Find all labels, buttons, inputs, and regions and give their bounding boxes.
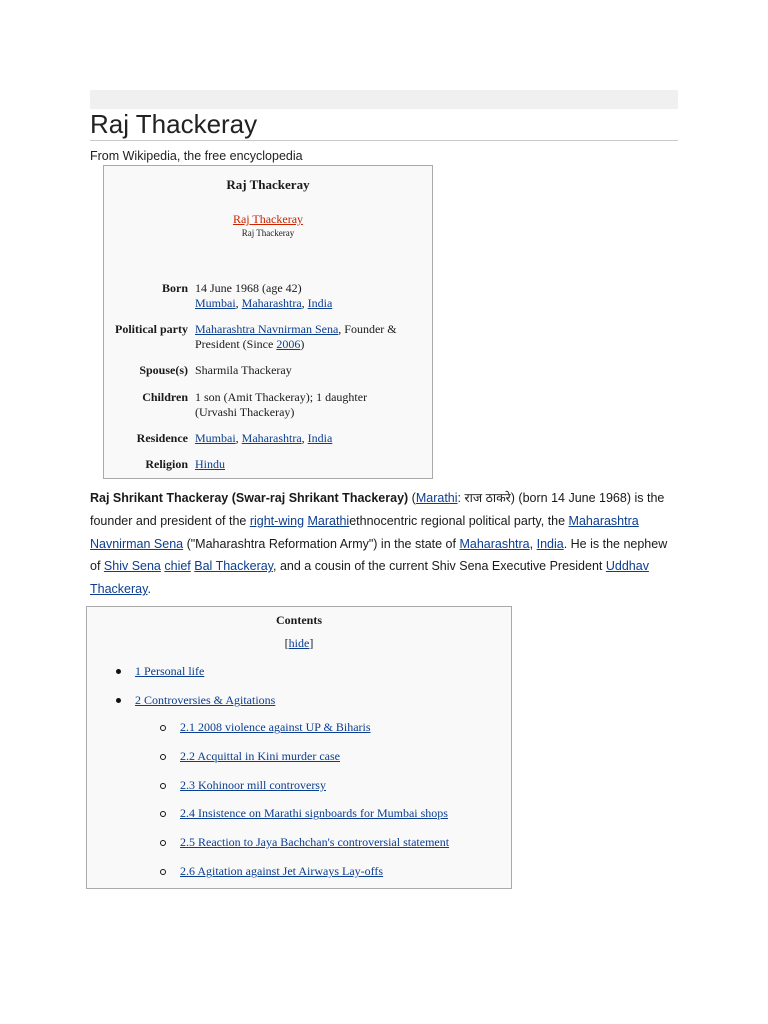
top-bar xyxy=(90,90,678,109)
spouse-value: Sharmila Thackeray xyxy=(195,363,292,377)
bracket-open: [ xyxy=(284,636,289,650)
shiv-sena-link[interactable]: Shiv Sena xyxy=(103,559,161,574)
toc-item-2[interactable]: 2 Controversies & Agitations xyxy=(135,693,276,707)
right-wing-link[interactable]: right-wing xyxy=(249,513,305,528)
toc-item-2-3[interactable]: 2.3 Kohinoor mill controversy xyxy=(180,778,326,792)
circle-bullet-icon xyxy=(160,725,166,731)
residence-mumbai-link[interactable]: Mumbai xyxy=(195,431,236,445)
toc-item-1[interactable]: 1 Personal life xyxy=(135,664,205,678)
bullet-icon xyxy=(116,669,121,674)
party-link[interactable]: Maharashtra Navnirman Sena xyxy=(195,322,339,336)
title-divider xyxy=(90,140,678,141)
mns-link[interactable]: Maharashtra Navnirman Sena xyxy=(90,513,639,551)
toc-item-2-5[interactable]: 2.5 Reaction to Jaya Bachchan's controversial statement xyxy=(180,835,450,849)
born-mumbai-link[interactable]: Mumbai xyxy=(195,296,236,310)
toc-title: Contents xyxy=(275,613,322,627)
infobox xyxy=(103,165,433,479)
page-title: Raj Thackeray xyxy=(90,109,258,139)
party-year-link[interactable]: 2006 xyxy=(276,337,301,351)
circle-bullet-icon xyxy=(160,840,166,846)
page-tagline: From Wikipedia, the free encyclopedia xyxy=(90,149,303,163)
infobox-image-caption: Raj Thackeray xyxy=(241,228,295,238)
maharashtra-link[interactable]: Maharashtra xyxy=(459,536,530,551)
marathi-people-link[interactable]: Marathi xyxy=(307,513,350,528)
religion-value xyxy=(195,457,425,472)
religion-link[interactable]: Hindu xyxy=(195,457,225,471)
born-date: 14 June 1968 (age 42) xyxy=(195,281,302,295)
children-label: Children xyxy=(142,390,188,404)
text-run: . xyxy=(147,582,151,597)
party-president-text: President (Since xyxy=(195,337,277,351)
toc-item-2-4[interactable]: 2.4 Insistence on Marathi signboards for Mumbai shops xyxy=(180,806,448,820)
india-link[interactable]: India xyxy=(536,536,564,551)
toc-item-2-6[interactable]: 2.6 Agitation against Jet Airways Lay-offs xyxy=(180,864,384,878)
subject-name: Raj Shrikant Thackeray (Swar-raj Shrikant Thackeray) xyxy=(90,491,409,505)
circle-bullet-icon xyxy=(160,869,166,875)
text-run: ethnocentric regional political party, the xyxy=(349,513,569,528)
text-run: ( xyxy=(408,491,416,505)
bracket-close: ] xyxy=(309,636,314,650)
toc-hide-toggle xyxy=(87,636,511,651)
born-label: Born xyxy=(161,281,188,295)
circle-bullet-icon xyxy=(160,811,166,817)
bal-thackeray-link[interactable]: Bal Thackeray xyxy=(194,559,274,574)
infobox-image xyxy=(104,212,432,227)
text-run: , xyxy=(529,536,537,551)
spouse-label: Spouse(s) xyxy=(139,363,188,377)
circle-bullet-icon xyxy=(160,783,166,789)
born-india-link[interactable]: India xyxy=(307,296,333,310)
text-run: : राज ठाकरे) (born 14 June 1968) is the founder and president of the xyxy=(90,491,665,528)
born-value: 14 June 1968 (age 42) Mumbai, Maharashtra, India xyxy=(195,281,333,310)
uddhav-thackeray-link[interactable]: Uddhav Thackeray xyxy=(90,559,649,597)
residence-maharashtra-link[interactable]: Maharashtra xyxy=(241,431,302,445)
children-line1: 1 son (Amit Thackeray); 1 daughter xyxy=(195,390,368,404)
intro-paragraph xyxy=(90,487,680,601)
table-of-contents xyxy=(86,606,512,889)
children-line2: (Urvashi Thackeray) xyxy=(195,405,295,419)
party-value xyxy=(195,322,425,352)
party-close: ) xyxy=(300,337,305,351)
circle-bullet-icon xyxy=(160,754,166,760)
text-run: . He is the nephew of xyxy=(90,536,668,574)
religion-label: Religion xyxy=(145,457,188,471)
infobox-image-link[interactable]: Raj Thackeray xyxy=(232,212,304,226)
residence-india-link[interactable]: India xyxy=(307,431,333,445)
party-label: Political party xyxy=(115,322,188,336)
party-text: , Founder & xyxy=(338,322,397,336)
born-maharashtra-link[interactable]: Maharashtra xyxy=(241,296,302,310)
toc-item-2-2[interactable]: 2.2 Acquittal in Kini murder case xyxy=(180,749,340,763)
toc-hide-link[interactable]: hide xyxy=(288,636,310,650)
children-value xyxy=(195,390,425,420)
chief-link[interactable]: chief xyxy=(164,559,191,574)
text-run: ("Maharashtra Reformation Army") in the state of xyxy=(183,536,460,551)
infobox-caption: Raj Thackeray xyxy=(226,177,310,192)
bullet-icon xyxy=(116,698,121,703)
residence-value: Mumbai, Maharashtra, India xyxy=(195,431,333,445)
toc-item-2-1[interactable]: 2.1 2008 violence against UP & Biharis xyxy=(180,720,371,734)
residence-label: Residence xyxy=(136,431,188,445)
text-run: , and a cousin of the current Shiv Sena Executive President xyxy=(273,559,606,574)
marathi-link[interactable]: Marathi xyxy=(415,491,458,505)
